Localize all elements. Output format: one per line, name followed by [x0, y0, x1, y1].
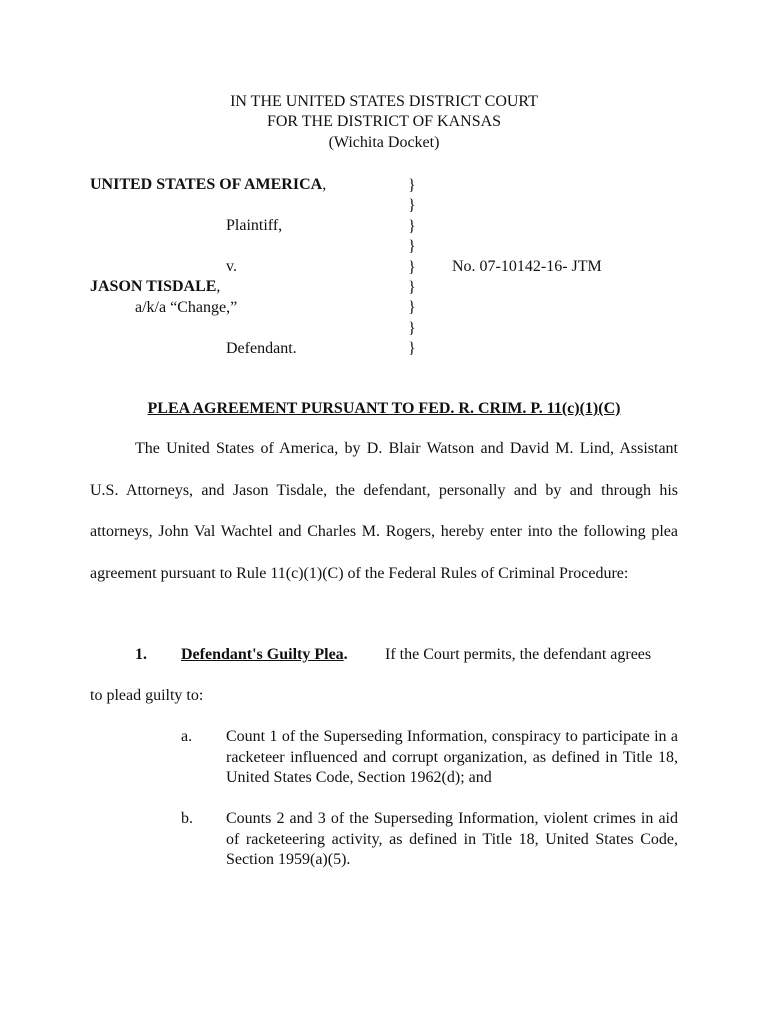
defendant-name-text: JASON TISDALE [90, 278, 217, 295]
court-docket: (Wichita Docket) [328, 134, 440, 151]
intro-paragraph: The United States of America, by D. Blair Watson and David M. Lind, Assistant U.S. Attorneys, and Jason Tisdale, the defendant, personally and by and through his attorneys, John Val Wachtel and Charles M. Rogers, hereby enter into the following plea agreement pursuant to Rule 11(c)(1)(C) of the Federal Rules of Criminal Procedure: [90, 440, 678, 582]
plaintiff-role: Plaintiff, [226, 217, 283, 234]
court-name-line2: FOR THE DISTRICT OF KANSAS [266, 113, 502, 130]
list-item-label: b. [181, 810, 193, 827]
caption-brace: } [408, 258, 416, 276]
caption-brace: } [408, 177, 416, 194]
defendant-alias: a/k/a “Change,” [135, 299, 238, 316]
section-heading [181, 645, 348, 665]
caption-brace: } [408, 299, 416, 317]
case-number: No. 07-10142-16- JTM [452, 258, 602, 275]
caption-brace: } [408, 340, 416, 358]
list-item-text: Counts 2 and 3 of the Superseding Information, violent crimes in aid of racketeering activity, as defined in Title 18, United States Code, Section 1959(a)(5). [226, 810, 678, 868]
caption-brace: } [408, 217, 416, 235]
caption-brace: } [408, 319, 416, 337]
section-text-line1: If the Court permits, the defendant agrees [385, 646, 652, 663]
plaintiff-name-text: UNITED STATES OF AMERICA [90, 176, 323, 193]
section-heading-period: . [343, 646, 348, 663]
court-name-line1: IN THE UNITED STATES DISTRICT COURT [230, 93, 538, 110]
defendant-role: Defendant. [226, 340, 297, 357]
section-text-line2: to plead guilty to: [90, 687, 204, 704]
list-item-text: Count 1 of the Superseding Information, conspiracy to participate in a racketeer influenced and corrupt organization, as defined in Title 18, United States Code, Section 1962(d); and [226, 728, 678, 786]
defendant-name [90, 277, 220, 297]
section-number: 1. [135, 646, 147, 663]
caption-brace: } [408, 279, 416, 297]
plaintiff-name [90, 175, 326, 195]
caption-brace: } [408, 197, 416, 215]
section-heading-text: Defendant's Guilty Plea [181, 646, 344, 663]
versus: v. [226, 258, 237, 275]
plaintiff-name-comma: , [322, 176, 327, 193]
caption-brace: } [408, 238, 416, 256]
document-title: PLEA AGREEMENT PURSUANT TO FED. R. CRIM. P. 11(c)(1)(C) [147, 400, 621, 417]
defendant-name-comma: , [216, 278, 221, 295]
list-item-label: a. [181, 728, 193, 745]
caption-brace-column [408, 176, 416, 360]
